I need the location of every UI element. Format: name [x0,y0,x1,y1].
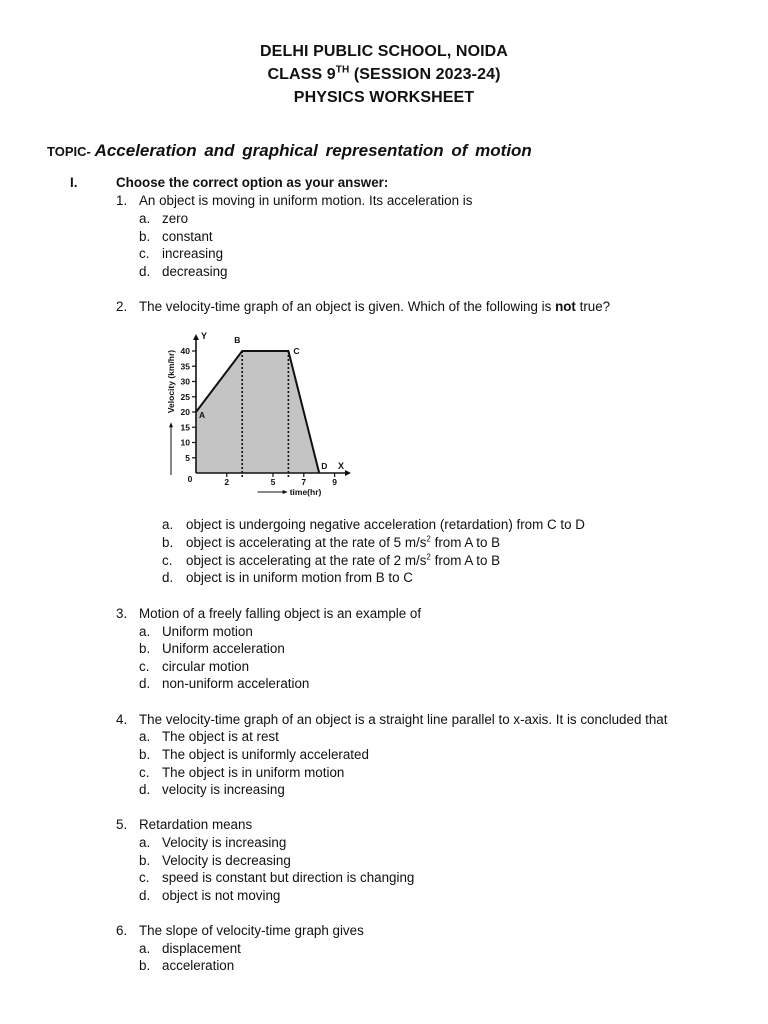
topic-line [47,141,532,161]
option-text: object is not moving [162,888,281,903]
question-text-part: The velocity-time graph of an object is given. Which of the following is [139,299,556,314]
option-text-part: object is accelerating at the rate of 5 m/s [186,535,427,550]
topic-title: Acceleration and graphical representation of motion [94,141,532,160]
option-text: Uniform acceleration [162,641,285,656]
question-number: 2. [116,299,128,314]
y-tick-label: 5 [185,452,190,463]
option-text: non-uniform acceleration [162,676,310,691]
question-number: 6. [116,923,128,938]
school-name: DELHI PUBLIC SCHOOL, NOIDA [260,43,508,60]
unit-superscript: 2 [426,534,431,544]
option-text: decreasing [162,264,228,279]
option-text [186,535,500,550]
question-number: 5. [116,817,128,832]
option-letter: a. [139,941,151,956]
option-text: The object is uniformly accelerated [162,747,369,762]
section-number: I. [70,175,78,190]
y-axis-arrowhead [193,334,199,340]
option-text: acceleration [162,958,235,973]
option-letter: b. [139,229,151,244]
y-axis-label: Velocity (km/hr) [166,349,176,414]
y-tick-label: 30 [180,376,190,387]
option-letter: a. [139,211,151,226]
worksheet-title: PHYSICS WORKSHEET [293,89,475,106]
option-letter: b. [139,641,151,656]
option-letter: b. [139,958,151,973]
option-letter: d. [139,676,151,691]
option-letter: c. [139,659,150,674]
option-letter: c. [162,553,173,568]
x-axis-arrowhead [345,470,351,476]
y-tick-label: 35 [180,361,190,372]
point-label: B [234,335,241,345]
y-tick-label: 10 [180,437,190,448]
velocity-time-graph [150,325,400,505]
question-number: 4. [116,712,128,727]
shaded-region [196,351,319,473]
option-letter: d. [139,264,151,279]
x-tick-label: 5 [270,477,276,487]
y-tick-label: 40 [180,346,190,356]
option-letter: b. [162,535,174,550]
option-letter: a. [162,517,174,532]
option-letter: b. [139,747,151,762]
x-tick-label: 2 [224,477,230,487]
option-letter: c. [139,246,150,261]
y-label-arrowhead [169,422,173,427]
class-superscript: TH [335,64,350,76]
option-text: object is in uniform motion from B to C [186,570,413,585]
question-text-part: true? [575,299,611,314]
option-text: circular motion [162,659,250,674]
point-label: D [321,461,328,471]
option-letter: d. [139,782,151,797]
question-text: Retardation means [139,817,253,832]
y-tick-label: 15 [180,422,190,433]
option-text: Velocity is increasing [162,835,287,850]
question-number: 3. [116,606,128,621]
x-tick-label: 7 [301,477,307,487]
class-session [0,66,768,84]
option-letter: a. [139,835,151,850]
y-tick-label: 25 [180,391,190,402]
x-axis-letter: X [338,461,345,471]
question-text: Motion of a freely falling object is an example of [139,606,422,621]
question-text [139,299,610,314]
point-label: A [199,410,206,420]
option-text-part: object is accelerating at the rate of 2 m/s [186,553,427,568]
question-text: The slope of velocity-time graph gives [139,923,364,938]
question-emphasis: not [555,299,576,314]
section-title: Choose the correct option as your answer: [116,175,389,190]
x-label-arrowhead [283,490,288,494]
point-label: C [293,346,300,356]
option-text: zero [162,211,189,226]
y-tick-label: 20 [180,407,190,417]
session-label: (SESSION 2023-24) [349,66,501,83]
class-label: CLASS 9 [267,66,336,83]
option-text [186,553,500,568]
y-axis-letter: Y [201,331,208,341]
question-text: An object is moving in uniform motion. Its acceleration is [139,193,473,208]
option-text: increasing [162,246,224,261]
option-text: The object is at rest [162,729,279,744]
question-text: The velocity-time graph of an object is a straight line parallel to x-axis. It is concluded that [139,712,668,727]
option-text: constant [162,229,213,244]
option-text: object is undergoing negative acceleration (retardation) from C to D [186,517,585,532]
option-text: speed is constant but direction is changing [162,870,415,885]
option-text-part: from A to B [430,553,501,568]
unit-superscript: 2 [426,552,431,562]
option-text: velocity is increasing [162,782,285,797]
x-axis-label: time(hr) [289,487,322,497]
option-letter: b. [139,853,151,868]
option-letter: d. [139,888,151,903]
option-letter: c. [139,765,150,780]
option-letter: a. [139,624,151,639]
chart-plot-area [166,331,351,497]
option-letter: c. [139,870,150,885]
option-text: Velocity is decreasing [162,853,291,868]
topic-label: TOPIC- [47,144,91,159]
origin-label: 0 [187,474,193,484]
option-text: Uniform motion [162,624,253,639]
x-tick-label: 9 [332,477,337,487]
option-text: displacement [162,941,241,956]
option-letter: d. [162,570,174,585]
option-text-part: from A to B [430,535,501,550]
option-letter: a. [139,729,151,744]
option-text: The object is in uniform motion [162,765,345,780]
question-number: 1. [116,193,128,208]
